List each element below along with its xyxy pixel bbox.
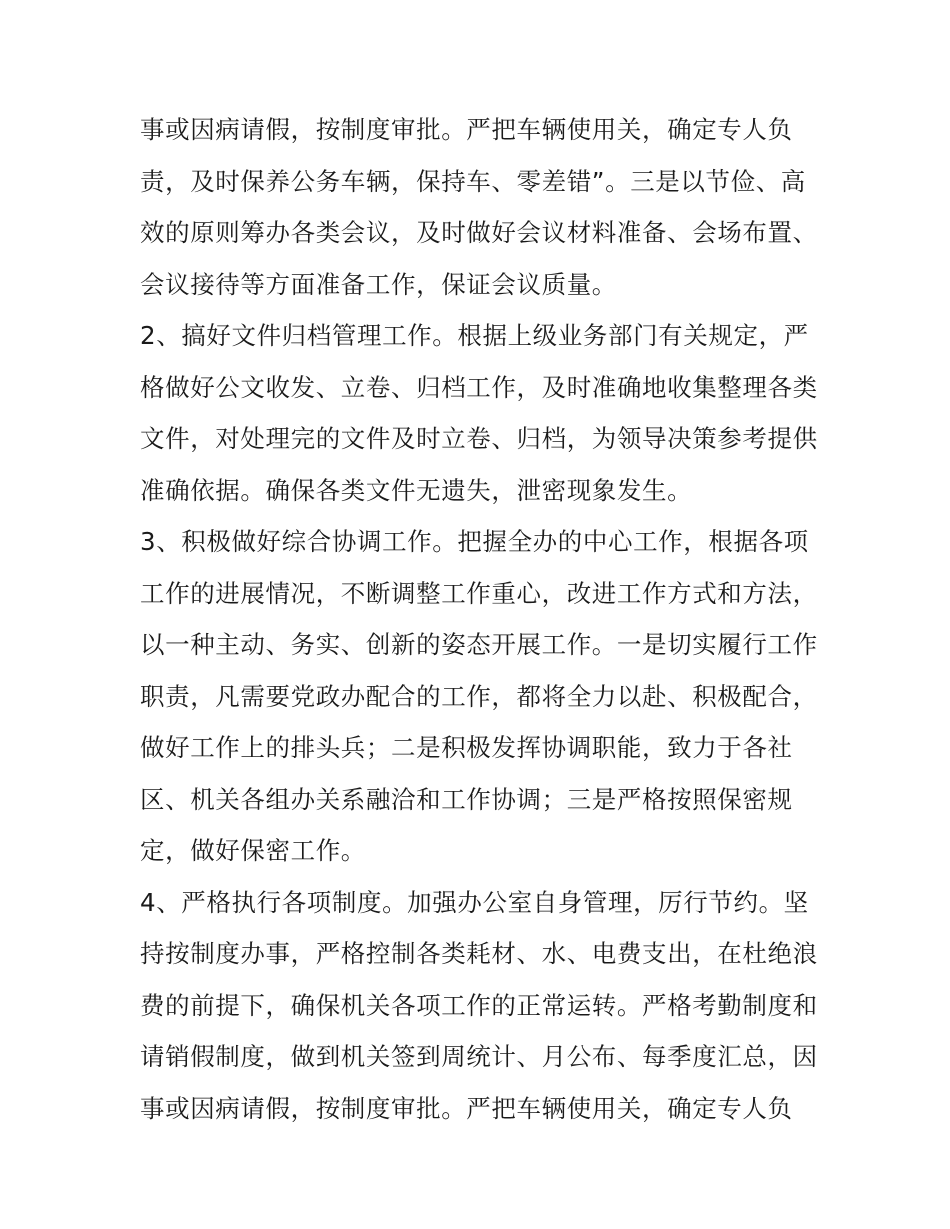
text-line: 格做好公文收发、立卷、归档工作，及时准确地收集整理各类: [140, 372, 818, 402]
text-line: 以一种主动、务实、创新的姿态开展工作。一是切实履行工作: [140, 630, 818, 659]
document-body: [140, 104, 820, 1134]
text-line: 责，及时保养公务车辆，保持车、零差错”。三是以节俭、高: [140, 166, 806, 196]
text-line: 文件，对处理完的文件及时立卷、归档，为领导决策参考提供: [140, 424, 818, 453]
text-line: 准确依据。确保各类文件无遗失，泄密现象发生。: [140, 475, 693, 505]
text-line: 定，做好保密工作。: [140, 836, 366, 865]
text-line: 做好工作上的排头兵；二是积极发挥协调职能，致力于各社: [140, 733, 793, 762]
text-line: 3、积极做好综合协调工作。把握全办的中心工作，根据各项: [140, 527, 809, 556]
text-line: 事或因病请假，按制度审批。严把车辆使用关，确定专人负: [140, 115, 793, 144]
text-line: 2、搞好文件归档管理工作。根据上级业务部门有关规定，严: [140, 321, 809, 350]
text-line: 工作的进展情况，不断调整工作重心，改进工作方式和方法，: [140, 578, 818, 608]
text-line: 区、机关各组办关系融洽和工作协调；三是严格按照保密规: [140, 784, 793, 814]
text-line: 效的原则筹办各类会议，及时做好会议材料准备、会场布置、: [140, 218, 818, 247]
text-line: 费的前提下，确保机关各项工作的正常运转。严格考勤制度和: [140, 990, 818, 1020]
text-line: 4、严格执行各项制度。加强办公室自身管理，厉行节约。坚: [140, 887, 809, 917]
text-line: 持按制度办事，严格控制各类耗材、水、电费支出，在杜绝浪: [140, 939, 818, 968]
text-line: 职责，凡需要党政办配合的工作，都将全力以赴、积极配合，: [140, 681, 818, 711]
text-line: 事或因病请假，按制度审批。严把车辆使用关，确定专人负: [140, 1093, 793, 1123]
text-line: 会议接待等方面准备工作，保证会议质量。: [140, 269, 617, 299]
text-line: 请销假制度，做到机关签到周统计、月公布、每季度汇总，因: [140, 1042, 818, 1071]
